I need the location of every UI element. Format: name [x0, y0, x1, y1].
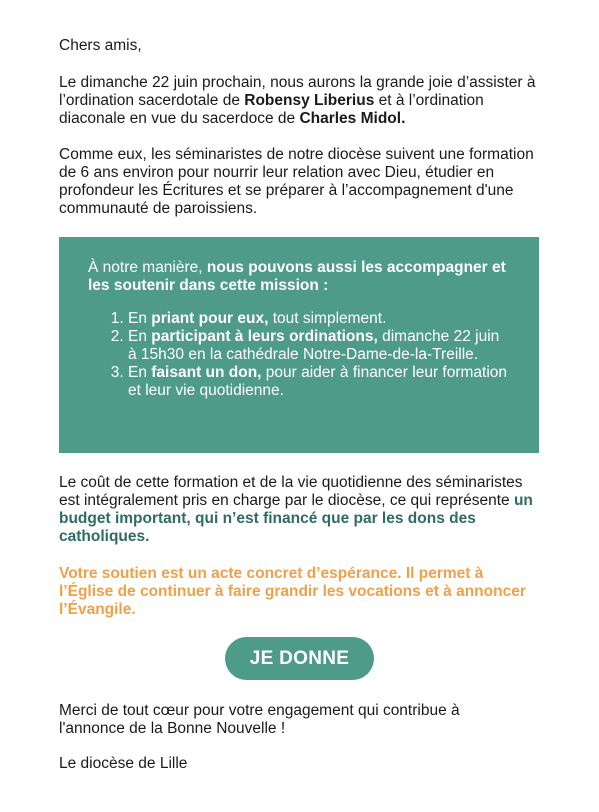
- list-item-prefix: En: [128, 364, 152, 381]
- formation-paragraph: Comme eux, les séminaristes de notre diocèse suivent une formation de 6 ans environ pour nourrir leur relation avec Dieu, étudier en profondeur les Écritures et se préparer à l’accompagnement d'une communauté de paroissiens.: [59, 146, 534, 217]
- list-item-prefix: En: [128, 328, 152, 345]
- hope-paragraph: Votre soutien est un acte concret d’espérance. Il permet à l’Église de continuer à faire grandir les vocations et à annoncer l’Évangile.: [59, 565, 526, 618]
- greeting: Chers amis,: [59, 37, 142, 54]
- list-item: [128, 328, 508, 364]
- intro-paragraph: [59, 74, 549, 128]
- support-ways-list: [88, 310, 508, 400]
- budget-paragraph: [59, 474, 544, 546]
- list-item-prefix: En: [128, 310, 152, 327]
- list-item: [128, 310, 508, 328]
- thanks-paragraph: Merci de tout cœur pour votre engagement qui contribue à l'annonce de la Bonne Nouvelle !: [59, 702, 460, 737]
- list-item-text: pour aider à financer leur formation et leur vie quotidienne.: [128, 364, 508, 399]
- list-item-text: dimanche 22 juin à 15h30 en la cathédrale Notre-Dame-de-la-Treille.: [128, 328, 500, 363]
- donate-button[interactable]: JE DONNE: [225, 637, 374, 680]
- support-highlight-box: [59, 237, 539, 453]
- budget-text: Le coût de cette formation et de la vie quotidienne des séminaristes est intégralement pris en charge par le diocèse, ce qui représente: [59, 474, 523, 509]
- intro-text-2: et à l’ordination diaconale en vue du sacerdoce de: [59, 92, 484, 127]
- ordinand-name-2: Charles Midol.: [299, 110, 406, 127]
- signature: Le diocèse de Lille: [59, 755, 188, 772]
- support-intro-plain: À notre manière,: [88, 259, 207, 276]
- support-intro-bold: nous pouvons aussi les accompagner et les soutenir dans cette mission :: [88, 259, 506, 294]
- list-item: [128, 364, 508, 400]
- ordinand-name-1: Robensy Liberius: [244, 92, 375, 109]
- intro-text-1: Le dimanche 22 juin prochain, nous aurons la grande joie d’assister à l’ordination sacerdotale de: [59, 74, 536, 109]
- list-item-bold: participant à leurs ordinations,: [151, 328, 378, 345]
- list-item-text: tout simplement.: [268, 310, 387, 327]
- list-item-bold: faisant un don,: [151, 364, 262, 381]
- list-item-bold: priant pour eux,: [151, 310, 269, 327]
- budget-highlight: un budget important, qui n’est financé que par les dons des catholiques.: [59, 492, 533, 545]
- support-intro: [88, 259, 518, 295]
